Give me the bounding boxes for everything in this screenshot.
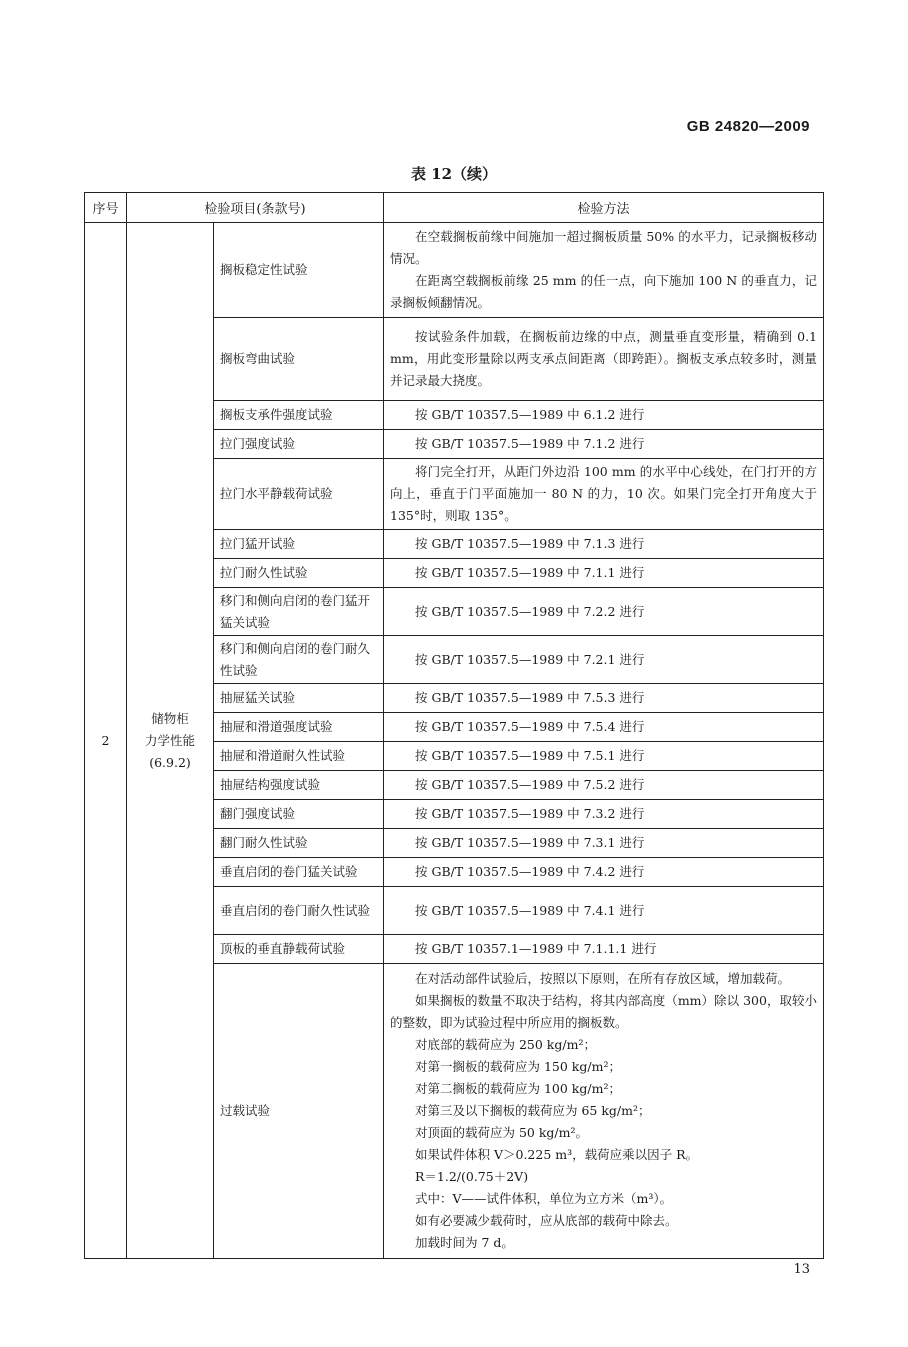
method-paragraph: 对顶面的载荷应为 50 kg/m²。	[415, 1125, 589, 1140]
test-item-name: 翻门强度试验	[214, 800, 384, 829]
inspection-table	[84, 192, 824, 1259]
method-paragraph: 在空载搁板前缘中间施加一超过搁板质量 50% 的水平力，记录搁板移动情况。	[390, 229, 817, 266]
test-item-name: 移门和侧向启闭的卷门耐久性试验	[214, 636, 384, 684]
col-header-method: 检验方法	[384, 193, 824, 223]
test-method	[384, 430, 824, 459]
test-item-name: 过载试验	[214, 964, 384, 1259]
method-paragraph: 按 GB/T 10357.5—1989 中 7.1.3 进行	[415, 536, 645, 551]
test-method	[384, 858, 824, 887]
test-item-name: 抽屉和滑道强度试验	[214, 713, 384, 742]
test-item-name: 搁板支承件强度试验	[214, 401, 384, 430]
test-method	[384, 559, 824, 588]
test-method	[384, 742, 824, 771]
test-method	[384, 401, 824, 430]
method-paragraph: 按 GB/T 10357.5—1989 中 7.1.1 进行	[415, 565, 645, 580]
test-method	[384, 588, 824, 636]
group-name-line: 力学性能	[144, 732, 195, 748]
method-paragraph: 按 GB/T 10357.5—1989 中 7.2.2 进行	[415, 603, 645, 619]
method-paragraph: 在距离空载搁板前缘 25 mm 的任一点，向下施加 100 N 的垂直力，记录搁板倾翻情况。	[390, 273, 817, 310]
group-name	[127, 223, 214, 1259]
test-item-name: 抽屉结构强度试验	[214, 771, 384, 800]
test-method	[384, 771, 824, 800]
method-paragraph: 式中：V——试件体积，单位为立方米（m³）。	[415, 1191, 673, 1206]
test-item-name: 翻门耐久性试验	[214, 829, 384, 858]
group-name-line: (6.9.2)	[149, 754, 191, 770]
test-method	[384, 684, 824, 713]
method-paragraph: 按 GB/T 10357.5—1989 中 7.4.2 进行	[415, 864, 645, 879]
test-method	[384, 223, 824, 318]
test-method	[384, 964, 824, 1259]
test-item-name: 拉门猛开试验	[214, 530, 384, 559]
test-item-name: 移门和侧向启闭的卷门猛开猛关试验	[214, 588, 384, 636]
method-paragraph: 按 GB/T 10357.5—1989 中 6.1.2 进行	[415, 407, 645, 422]
method-paragraph: 按 GB/T 10357.5—1989 中 7.3.1 进行	[415, 835, 645, 850]
col-header-seq: 序号	[85, 193, 127, 223]
method-paragraph: 按 GB/T 10357.5—1989 中 7.3.2 进行	[415, 806, 645, 821]
table-header-row	[85, 193, 824, 223]
test-method	[384, 713, 824, 742]
test-item-name: 拉门强度试验	[214, 430, 384, 459]
method-paragraph: 按 GB/T 10357.5—1989 中 7.1.2 进行	[415, 436, 645, 451]
test-item-name: 抽屉猛关试验	[214, 684, 384, 713]
test-method	[384, 459, 824, 530]
method-paragraph: 如果试件体积 V＞0.225 m³，载荷应乘以因子 R。	[415, 1147, 699, 1162]
method-paragraph: R＝1.2/(0.75＋2V)	[415, 1169, 529, 1184]
method-paragraph: 按 GB/T 10357.5—1989 中 7.5.4 进行	[415, 719, 645, 734]
method-paragraph: 按 GB/T 10357.5—1989 中 7.4.1 进行	[415, 902, 645, 918]
test-method	[384, 829, 824, 858]
method-paragraph: 如有必要减少载荷时，应从底部的载荷中除去。	[415, 1213, 678, 1228]
method-paragraph: 在对活动部件试验后，按照以下原则，在所有存放区域，增加载荷。	[415, 971, 791, 986]
method-paragraph: 按 GB/T 10357.1—1989 中 7.1.1.1 进行	[415, 941, 657, 956]
test-item-name: 抽屉和滑道耐久性试验	[214, 742, 384, 771]
test-item-name: 拉门耐久性试验	[214, 559, 384, 588]
method-paragraph: 按 GB/T 10357.5—1989 中 7.5.2 进行	[415, 777, 645, 792]
method-paragraph: 按 GB/T 10357.5—1989 中 7.5.1 进行	[415, 748, 645, 763]
method-paragraph: 加载时间为 7 d。	[415, 1235, 514, 1250]
method-paragraph: 对底部的载荷应为 250 kg/m²；	[415, 1037, 596, 1052]
method-paragraph: 按试验条件加载，在搁板前边缘的中点，测量垂直变形量，精确到 0.1 mm，用此变形量除以两支承点间距离（即跨距）。搁板支承点较多时，测量并记录最大挠度。	[390, 329, 817, 388]
test-method	[384, 318, 824, 401]
table-caption: 表 12（续）	[410, 165, 498, 183]
test-method	[384, 887, 824, 935]
test-item-name: 垂直启闭的卷门猛关试验	[214, 858, 384, 887]
method-paragraph: 按 GB/T 10357.5—1989 中 7.5.3 进行	[415, 690, 645, 705]
test-item-name: 搁板弯曲试验	[214, 318, 384, 401]
test-item-name: 垂直启闭的卷门耐久性试验	[214, 887, 384, 935]
method-paragraph: 如果搁板的数量不取决于结构，将其内部高度（mm）除以 300，取较小的整数，即为试验过程中所应用的搁板数。	[390, 993, 817, 1030]
test-method	[384, 636, 824, 684]
table-row	[85, 223, 824, 318]
row-seq-number: 2	[85, 223, 127, 1259]
method-paragraph: 对第三及以下搁板的载荷应为 65 kg/m²；	[415, 1103, 651, 1118]
col-header-item: 检验项目(条款号)	[127, 193, 384, 223]
page-number: 13	[793, 1262, 810, 1277]
test-item-name: 拉门水平静载荷试验	[214, 459, 384, 530]
method-paragraph: 按 GB/T 10357.5—1989 中 7.2.1 进行	[415, 651, 645, 667]
test-item-name: 搁板稳定性试验	[214, 223, 384, 318]
test-method	[384, 530, 824, 559]
group-name-line: 储物柜	[151, 710, 189, 726]
standard-number: GB 24820—2009	[686, 118, 810, 135]
method-paragraph: 将门完全打开，从距门外边沿 100 mm 的水平中心线处，在门打开的方向上，垂直于门平面施加一 80 N 的力，10 次。如果门完全打开角度大于 135°时，则取 135°。	[390, 464, 817, 523]
method-paragraph: 对第二搁板的载荷应为 100 kg/m²；	[415, 1081, 621, 1096]
test-method	[384, 800, 824, 829]
test-item-name: 顶板的垂直静载荷试验	[214, 935, 384, 964]
test-method	[384, 935, 824, 964]
method-paragraph: 对第一搁板的载荷应为 150 kg/m²；	[415, 1059, 621, 1074]
